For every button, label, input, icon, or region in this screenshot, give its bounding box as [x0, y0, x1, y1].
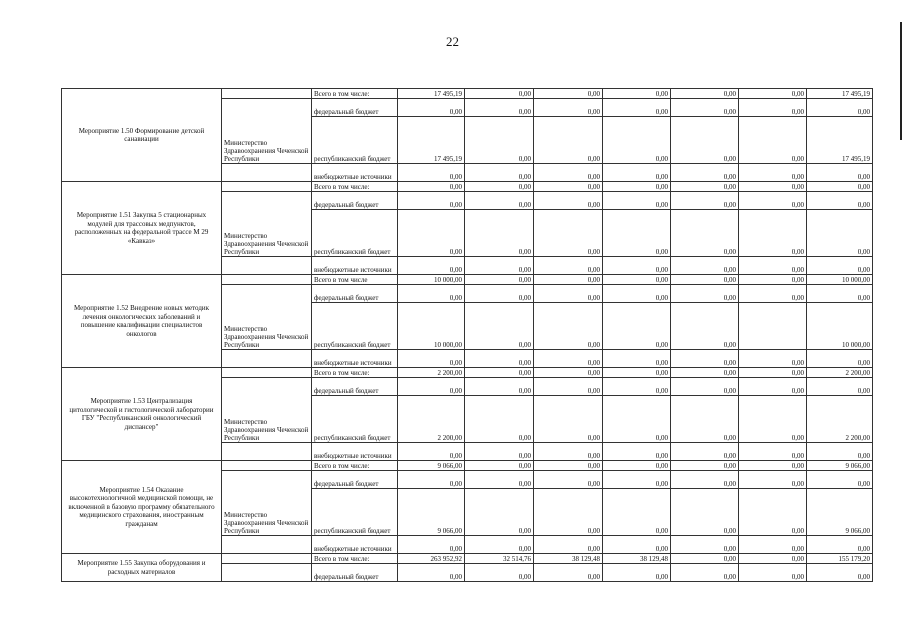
amount-cell: 9 066,00	[398, 489, 465, 536]
executor-empty-cell	[222, 350, 312, 368]
amount-cell: 0,00	[603, 378, 671, 396]
executor-empty-cell	[222, 164, 312, 182]
amount-cell: 0,00	[534, 182, 603, 192]
amount-cell: 10 000,00	[398, 275, 465, 285]
funding-source-cell: внебюджетные источники	[312, 536, 398, 554]
amount-cell: 0,00	[807, 257, 873, 275]
executor-cell: Министерство Здравоохранения Чеченской Республики	[222, 99, 312, 164]
funding-source-cell: республиканский бюджет	[312, 210, 398, 257]
amount-cell: 2 200,00	[398, 368, 465, 378]
amount-cell: 0,00	[807, 99, 873, 117]
amount-cell: 0,00	[671, 368, 739, 378]
executor-cell: Министерство Здравоохранения Чеченской Республики	[222, 471, 312, 536]
amount-cell: 0,00	[739, 257, 807, 275]
amount-cell: 10 000,00	[807, 303, 873, 350]
amount-cell: 0,00	[671, 89, 739, 99]
amount-cell: 0,00	[739, 192, 807, 210]
amount-cell: 9 066,00	[398, 461, 465, 471]
amount-cell: 0,00	[739, 210, 807, 257]
amount-cell: 0,00	[671, 275, 739, 285]
amount-cell: 0,00	[671, 99, 739, 117]
amount-cell: 0,00	[603, 536, 671, 554]
amount-cell: 0,00	[603, 396, 671, 443]
amount-cell: 0,00	[671, 443, 739, 461]
amount-cell: 0,00	[671, 303, 739, 350]
amount-cell: 0,00	[534, 564, 603, 582]
amount-cell: 0,00	[465, 275, 534, 285]
funding-source-cell: внебюджетные источники	[312, 164, 398, 182]
amount-cell: 0,00	[671, 182, 739, 192]
amount-cell: 0,00	[807, 164, 873, 182]
amount-cell: 0,00	[398, 471, 465, 489]
event-name-cell: Мероприятие 1.54 Оказание высокотехнологичной медицинской помощи, не включенной в базовую программу обязательного медицинского страхования, иностранным гражданам	[62, 461, 222, 554]
amount-cell: 0,00	[739, 443, 807, 461]
amount-cell: 0,00	[671, 536, 739, 554]
funding-source-cell: Всего в том числе:	[312, 368, 398, 378]
amount-cell: 0,00	[671, 396, 739, 443]
event-name-cell: Мероприятие 1.51 Закупка 5 стационарных модулей для трассовых медпунктов, расположенных на федеральной трассе М 29 «Кавказ»	[62, 182, 222, 275]
table-row	[62, 461, 873, 471]
amount-cell: 0,00	[739, 285, 807, 303]
amount-cell: 0,00	[465, 443, 534, 461]
amount-cell: 0,00	[739, 117, 807, 164]
budget-table	[61, 88, 873, 582]
amount-cell: 0,00	[465, 368, 534, 378]
amount-cell: 0,00	[603, 275, 671, 285]
amount-cell: 0,00	[465, 471, 534, 489]
amount-cell: 0,00	[534, 89, 603, 99]
amount-cell: 0,00	[465, 564, 534, 582]
executor-empty-cell	[222, 554, 312, 564]
amount-cell: 17 495,19	[398, 117, 465, 164]
amount-cell: 0,00	[534, 443, 603, 461]
amount-cell: 0,00	[603, 164, 671, 182]
amount-cell: 0,00	[398, 564, 465, 582]
amount-cell: 2 200,00	[807, 396, 873, 443]
amount-cell: 0,00	[671, 210, 739, 257]
funding-source-cell: Всего в том числе:	[312, 182, 398, 192]
amount-cell: 0,00	[807, 285, 873, 303]
amount-cell: 0,00	[739, 368, 807, 378]
amount-cell: 0,00	[739, 275, 807, 285]
amount-cell: 0,00	[671, 489, 739, 536]
funding-source-cell: федеральный бюджет	[312, 564, 398, 582]
executor-empty-cell	[222, 461, 312, 471]
amount-cell: 0,00	[807, 471, 873, 489]
amount-cell: 0,00	[603, 117, 671, 164]
amount-cell: 0,00	[807, 564, 873, 582]
amount-cell: 0,00	[534, 285, 603, 303]
event-name-cell: Мероприятие 1.55 Закупка оборудования и расходных материалов	[62, 554, 222, 582]
amount-cell: 0,00	[671, 554, 739, 564]
amount-cell: 0,00	[807, 182, 873, 192]
funding-source-cell: Всего в том числе:	[312, 554, 398, 564]
amount-cell: 0,00	[534, 257, 603, 275]
amount-cell: 0,00	[465, 257, 534, 275]
amount-cell: 0,00	[739, 164, 807, 182]
funding-source-cell: республиканский бюджет	[312, 303, 398, 350]
amount-cell: 0,00	[534, 396, 603, 443]
funding-source-cell: внебюджетные источники	[312, 257, 398, 275]
amount-cell: 0,00	[603, 210, 671, 257]
amount-cell: 155 179,20	[807, 554, 873, 564]
amount-cell: 2 200,00	[807, 368, 873, 378]
amount-cell: 0,00	[465, 378, 534, 396]
amount-cell: 0,00	[603, 192, 671, 210]
funding-source-cell: федеральный бюджет	[312, 471, 398, 489]
funding-source-cell: республиканский бюджет	[312, 396, 398, 443]
amount-cell: 0,00	[739, 182, 807, 192]
event-name-cell: Мероприятие 1.52 Внедрение новых методик лечения онкологических заболеваний и повышение квалификации специалистов онкологов	[62, 275, 222, 368]
event-name-cell: Мероприятие 1.50 Формирование детской санавиации	[62, 89, 222, 182]
amount-cell: 0,00	[603, 89, 671, 99]
amount-cell: 9 066,00	[807, 489, 873, 536]
amount-cell: 0,00	[534, 192, 603, 210]
executor-empty-cell	[222, 443, 312, 461]
amount-cell: 0,00	[534, 210, 603, 257]
amount-cell: 0,00	[739, 350, 807, 368]
amount-cell: 0,00	[603, 564, 671, 582]
amount-cell: 0,00	[465, 89, 534, 99]
amount-cell: 0,00	[534, 303, 603, 350]
executor-empty-cell	[222, 257, 312, 275]
amount-cell: 0,00	[465, 461, 534, 471]
amount-cell: 0,00	[398, 257, 465, 275]
margin-line	[900, 22, 902, 140]
amount-cell: 10 000,00	[807, 275, 873, 285]
funding-source-cell: республиканский бюджет	[312, 117, 398, 164]
amount-cell: 0,00	[603, 285, 671, 303]
funding-source-cell: Всего в том числе:	[312, 89, 398, 99]
amount-cell: 0,00	[739, 489, 807, 536]
table-row	[62, 368, 873, 378]
amount-cell: 0,00	[534, 368, 603, 378]
amount-cell: 0,00	[398, 536, 465, 554]
amount-cell: 0,00	[603, 303, 671, 350]
funding-source-cell: Всего в том числе	[312, 275, 398, 285]
amount-cell: 0,00	[534, 117, 603, 164]
executor-cell: Министерство Здравоохранения Чеченской Республики	[222, 285, 312, 350]
amount-cell: 0,00	[534, 536, 603, 554]
executor-cell: Министерство Здравоохранения Чеченской Республики	[222, 192, 312, 257]
funding-source-cell: республиканский бюджет	[312, 489, 398, 536]
amount-cell: 0,00	[534, 461, 603, 471]
funding-source-cell: федеральный бюджет	[312, 285, 398, 303]
funding-source-cell: Всего в том числе:	[312, 461, 398, 471]
amount-cell: 0,00	[465, 99, 534, 117]
amount-cell: 0,00	[534, 350, 603, 368]
amount-cell: 0,00	[534, 489, 603, 536]
executor-empty-cell	[222, 368, 312, 378]
executor-empty-cell	[222, 275, 312, 285]
amount-cell: 0,00	[534, 164, 603, 182]
amount-cell: 0,00	[398, 182, 465, 192]
amount-cell: 0,00	[465, 192, 534, 210]
amount-cell: 0,00	[398, 164, 465, 182]
amount-cell: 0,00	[739, 99, 807, 117]
amount-cell: 0,00	[807, 192, 873, 210]
amount-cell: 0,00	[534, 471, 603, 489]
executor-empty-cell	[222, 89, 312, 99]
amount-cell: 0,00	[671, 285, 739, 303]
funding-source-cell: федеральный бюджет	[312, 192, 398, 210]
amount-cell: 0,00	[807, 443, 873, 461]
amount-cell: 9 066,00	[807, 461, 873, 471]
amount-cell: 0,00	[671, 461, 739, 471]
amount-cell: 0,00	[465, 182, 534, 192]
amount-cell: 0,00	[398, 210, 465, 257]
amount-cell: 0,00	[465, 396, 534, 443]
executor-empty-cell	[222, 536, 312, 554]
amount-cell: 0,00	[603, 350, 671, 368]
amount-cell: 0,00	[739, 89, 807, 99]
event-name-cell: Мероприятие 1.53 Централизация цитологической и гистологической лаборатории ГБУ "Республиканский онкологический диспансер"	[62, 368, 222, 461]
amount-cell: 38 129,48	[603, 554, 671, 564]
funding-source-cell: федеральный бюджет	[312, 99, 398, 117]
amount-cell: 0,00	[603, 471, 671, 489]
amount-cell: 32 514,76	[465, 554, 534, 564]
amount-cell: 0,00	[465, 117, 534, 164]
amount-cell: 0,00	[671, 350, 739, 368]
amount-cell: 0,00	[671, 117, 739, 164]
executor-cell: Министерство Здравоохранения Чеченской Республики	[222, 378, 312, 443]
amount-cell: 0,00	[807, 350, 873, 368]
amount-cell: 0,00	[739, 461, 807, 471]
amount-cell: 0,00	[739, 471, 807, 489]
amount-cell: 0,00	[603, 489, 671, 536]
amount-cell: 0,00	[671, 164, 739, 182]
executor-empty-cell	[222, 182, 312, 192]
amount-cell: 0,00	[534, 99, 603, 117]
amount-cell: 0,00	[603, 368, 671, 378]
amount-cell: 0,00	[603, 443, 671, 461]
amount-cell: 0,00	[465, 303, 534, 350]
funding-source-cell: федеральный бюджет	[312, 378, 398, 396]
amount-cell: 0,00	[534, 275, 603, 285]
amount-cell: 0,00	[465, 489, 534, 536]
amount-cell: 0,00	[603, 182, 671, 192]
amount-cell: 17 495,19	[398, 89, 465, 99]
amount-cell: 0,00	[465, 536, 534, 554]
amount-cell: 0,00	[398, 285, 465, 303]
amount-cell: 17 495,19	[807, 117, 873, 164]
amount-cell: 0,00	[671, 192, 739, 210]
amount-cell: 0,00	[807, 378, 873, 396]
amount-cell: 0,00	[398, 443, 465, 461]
executor-cell	[222, 564, 312, 582]
amount-cell: 0,00	[739, 554, 807, 564]
amount-cell: 0,00	[739, 536, 807, 554]
amount-cell: 0,00	[739, 378, 807, 396]
funding-source-cell: внебюджетные источники	[312, 443, 398, 461]
page-number: 22	[446, 34, 459, 49]
amount-cell: 0,00	[398, 350, 465, 368]
table-row	[62, 554, 873, 564]
amount-cell: 0,00	[465, 285, 534, 303]
amount-cell: 0,00	[465, 350, 534, 368]
amount-cell: 0,00	[603, 461, 671, 471]
amount-cell: 0,00	[603, 257, 671, 275]
amount-cell: 263 952,92	[398, 554, 465, 564]
amount-cell: 0,00	[807, 210, 873, 257]
amount-cell: 0,00	[603, 99, 671, 117]
funding-source-cell: внебюджетные источники	[312, 350, 398, 368]
amount-cell: 0,00	[671, 564, 739, 582]
amount-cell: 38 129,48	[534, 554, 603, 564]
amount-cell	[739, 303, 807, 350]
amount-cell: 0,00	[398, 192, 465, 210]
table-row	[62, 182, 873, 192]
amount-cell: 17 495,19	[807, 89, 873, 99]
amount-cell: 2 200,00	[398, 396, 465, 443]
amount-cell: 0,00	[739, 396, 807, 443]
amount-cell: 0,00	[398, 378, 465, 396]
amount-cell: 0,00	[465, 210, 534, 257]
amount-cell: 10 000,00	[398, 303, 465, 350]
table-row	[62, 89, 873, 99]
table-row	[62, 275, 873, 285]
amount-cell: 0,00	[671, 257, 739, 275]
amount-cell: 0,00	[739, 564, 807, 582]
amount-cell: 0,00	[671, 378, 739, 396]
amount-cell: 0,00	[465, 164, 534, 182]
amount-cell: 0,00	[534, 378, 603, 396]
amount-cell: 0,00	[671, 471, 739, 489]
amount-cell: 0,00	[398, 99, 465, 117]
amount-cell: 0,00	[807, 536, 873, 554]
